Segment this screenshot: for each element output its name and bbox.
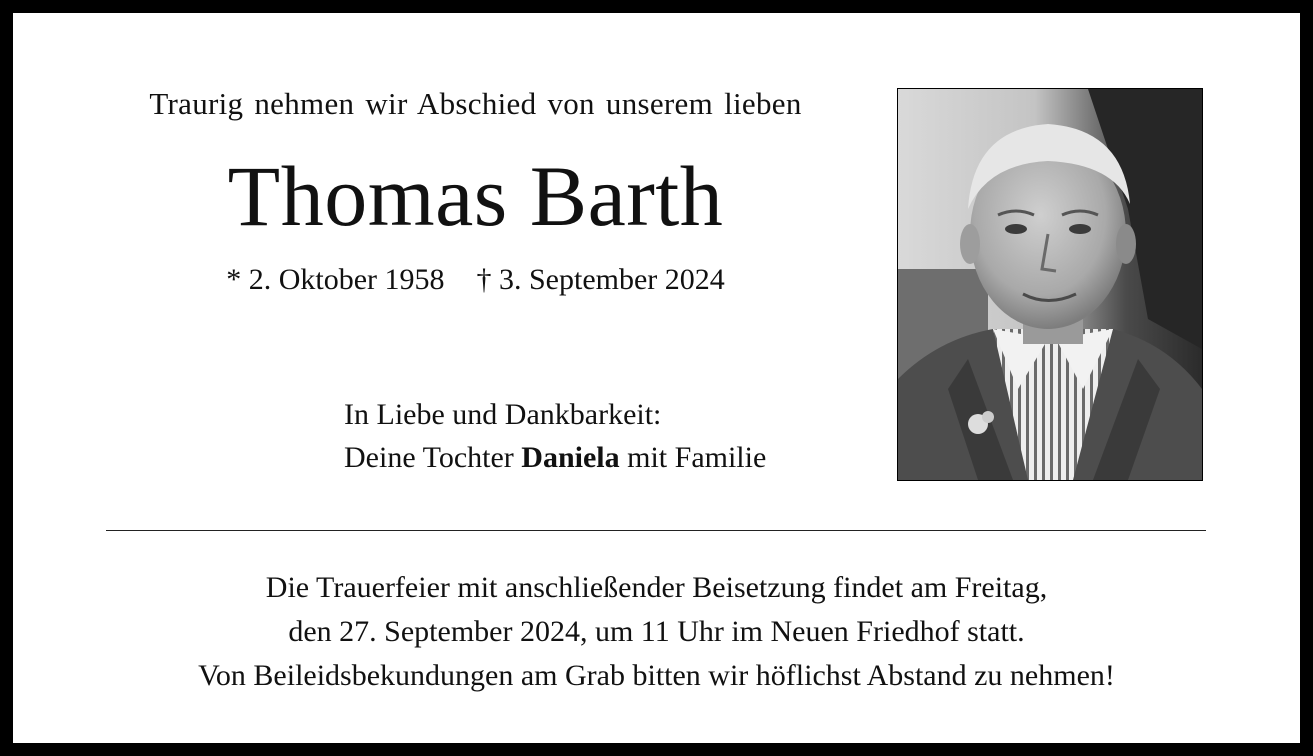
service-line-3: Von Beileidsbekundungen am Grab bitten wir höflichst Abstand zu nehmen! — [198, 659, 1115, 692]
deceased-name: Thomas Barth — [227, 148, 724, 244]
birth-date: * 2. Oktober 1958 — [226, 263, 445, 296]
life-dates — [108, 263, 843, 297]
service-line-1: Die Trauerfeier mit anschließender Beisetzung findet am Freitag, — [265, 571, 1048, 604]
dedication-line-2 — [344, 436, 766, 479]
dedication — [344, 393, 766, 479]
dedication-prefix: Deine Tochter — [344, 441, 522, 474]
death-date: † 3. September 2024 — [476, 263, 725, 296]
service-info — [13, 566, 1300, 698]
dedication-line-1: In Liebe und Dankbarkeit: — [344, 398, 662, 431]
daughter-name: Daniela — [521, 441, 620, 474]
intro-text: Traurig nehmen wir Abschied von unserem lieben — [149, 86, 802, 121]
portrait-photo-icon — [897, 88, 1203, 481]
service-line-2: den 27. September 2024, um 11 Uhr im Neuen Friedhof statt. — [288, 615, 1025, 648]
divider-line — [106, 530, 1206, 531]
dedication-suffix: mit Familie — [619, 441, 767, 474]
